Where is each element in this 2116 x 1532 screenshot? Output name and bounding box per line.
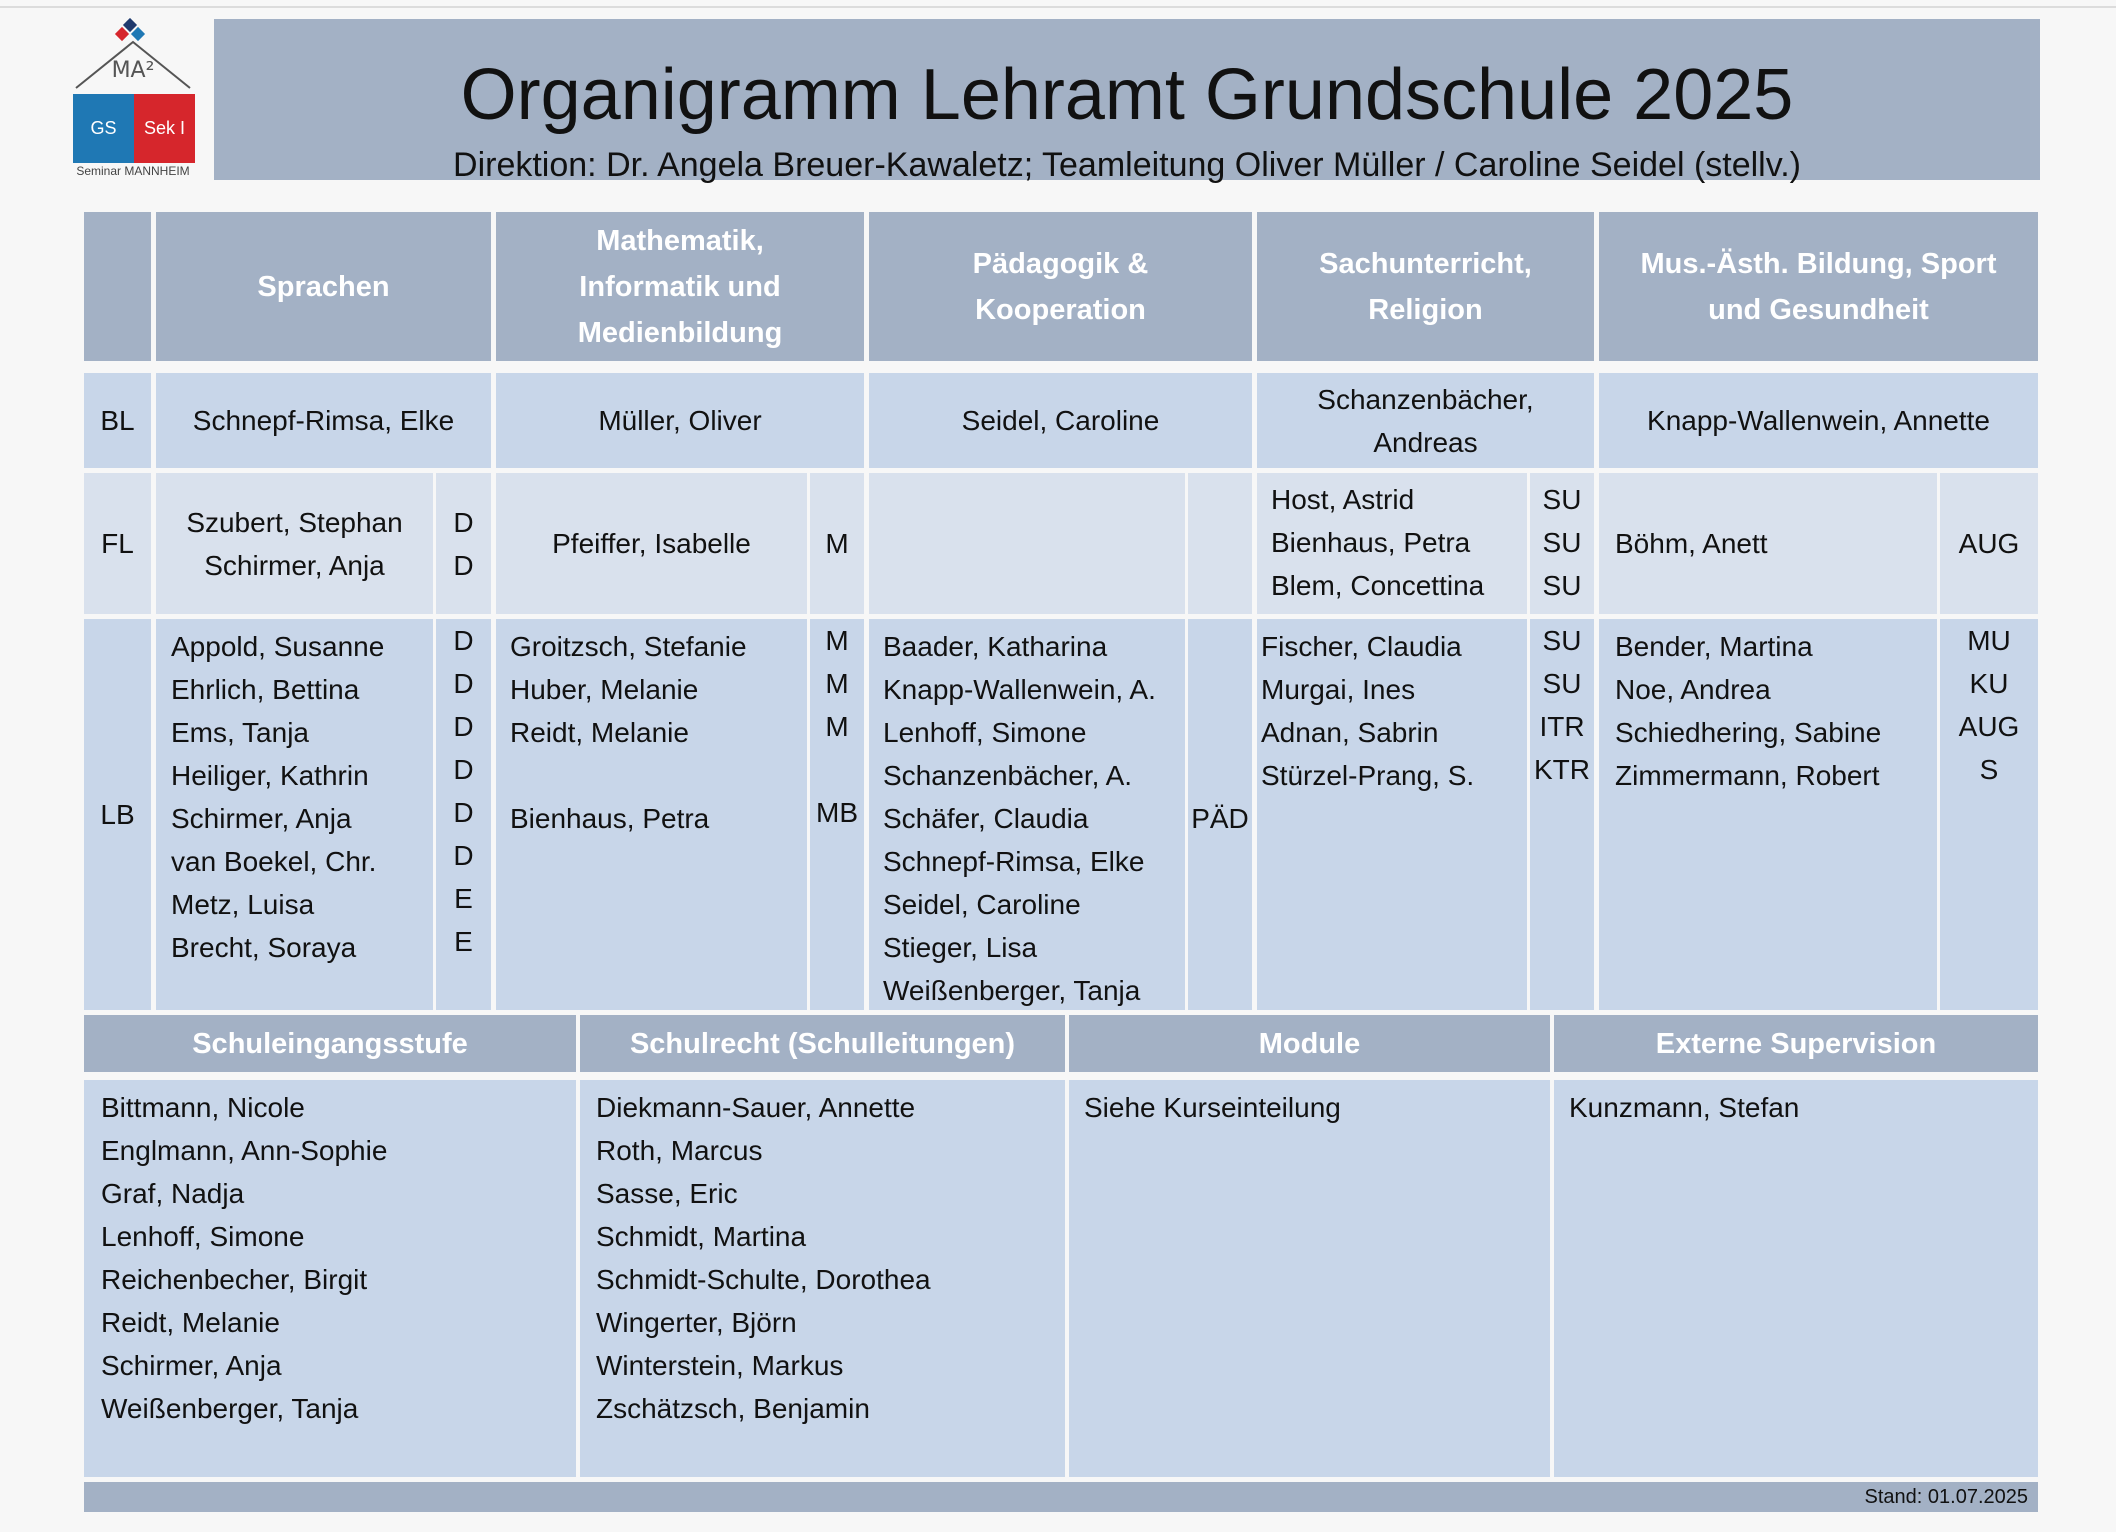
dept-header-sprachen bbox=[156, 212, 491, 361]
row-label-bl: BL bbox=[84, 373, 151, 468]
section-name: Reichenbecher, Birgit bbox=[101, 1264, 368, 1295]
section-name: Schmidt-Schulte, Dorothea bbox=[596, 1264, 931, 1295]
bl-cell-mathematik bbox=[496, 373, 864, 468]
dept-title-line: Informatik und bbox=[579, 270, 781, 303]
dept-title-line: Medienbildung bbox=[577, 316, 783, 349]
lb-subjects-mathematik bbox=[810, 619, 864, 1010]
fl-name: Pfeiffer, Isabelle bbox=[552, 528, 751, 559]
lb-name: Schanzenbächer, A. bbox=[883, 760, 1133, 791]
fl-subjects-sprachen bbox=[436, 473, 491, 614]
lb-subject: SU bbox=[1542, 625, 1582, 656]
lb-name: Groitzsch, Stefanie bbox=[510, 631, 747, 662]
section-name: Winterstein, Markus bbox=[596, 1350, 844, 1381]
lb-name: Stürzel-Prang, S. bbox=[1261, 760, 1475, 791]
logo-sek-box: Sek I bbox=[134, 94, 195, 163]
bl-cell-sachunterricht bbox=[1257, 373, 1594, 468]
lb-subject: E bbox=[454, 883, 473, 914]
dept-title-line: Religion bbox=[1368, 293, 1483, 326]
lb-subject: AUG bbox=[1958, 711, 2020, 742]
bl-cell-paedagogik bbox=[869, 373, 1252, 468]
logo-seminar-text: Seminar MANNHEIM bbox=[76, 164, 190, 178]
fl-subject: SU bbox=[1542, 570, 1582, 601]
lb-name: Metz, Luisa bbox=[171, 889, 315, 920]
fl-subjects-musaesth bbox=[1940, 473, 2038, 614]
lb-name: Seidel, Caroline bbox=[883, 889, 1081, 920]
section-name: Kunzmann, Stefan bbox=[1569, 1092, 1800, 1123]
lb-name: Ehrlich, Bettina bbox=[171, 674, 360, 705]
bl-name: Seidel, Caroline bbox=[961, 405, 1160, 436]
logo-ma-text: MA² bbox=[111, 58, 155, 83]
section-body-externe-supervision bbox=[1554, 1080, 2038, 1477]
fl-names-paedagogik bbox=[869, 473, 1185, 614]
lb-subject: PÄD bbox=[1191, 803, 1249, 834]
dept-header-musaesth bbox=[1599, 212, 2038, 361]
logo-gs-box: GS bbox=[73, 94, 134, 163]
section-header-externe-supervision: Externe Supervision bbox=[1554, 1015, 2038, 1072]
fl-name: Szubert, Stephan bbox=[186, 506, 403, 538]
lb-subject: D bbox=[453, 668, 474, 699]
seminar-logo bbox=[70, 18, 196, 178]
footer-bar bbox=[84, 1482, 2038, 1512]
fl-subjects-paedagogik bbox=[1188, 473, 1252, 614]
section-body-module bbox=[1069, 1080, 1550, 1477]
lb-subjects-sprachen bbox=[436, 619, 491, 1010]
section-name: Sasse, Eric bbox=[596, 1178, 738, 1209]
dept-header-sachunterricht bbox=[1257, 212, 1594, 361]
section-name: Diekmann-Sauer, Annette bbox=[596, 1092, 916, 1123]
lb-names-paedagogik bbox=[869, 619, 1185, 1010]
section-name: Roth, Marcus bbox=[596, 1135, 763, 1166]
lb-subject: MB bbox=[816, 797, 858, 828]
dept-title-line: Kooperation bbox=[975, 293, 1146, 326]
lb-name: Fischer, Claudia bbox=[1261, 631, 1462, 662]
lb-subject: D bbox=[453, 797, 474, 828]
lb-names-sachunterricht bbox=[1257, 619, 1527, 1010]
bl-name: Schanzenbächer, bbox=[1317, 383, 1534, 415]
fl-names-sprachen bbox=[156, 473, 433, 614]
section-body-schulrecht bbox=[580, 1080, 1065, 1477]
lb-subject: D bbox=[453, 711, 474, 742]
lb-subject: KTR bbox=[1534, 754, 1590, 785]
lb-subject: D bbox=[453, 625, 474, 656]
lb-name: Weißenberger, Tanja bbox=[883, 975, 1141, 1006]
lb-subject: ITR bbox=[1539, 711, 1585, 742]
lb-subject: KU bbox=[1969, 668, 2009, 699]
lb-name: Stieger, Lisa bbox=[883, 932, 1038, 963]
lb-subject: E bbox=[454, 926, 473, 957]
dept-title-line: Sachunterricht, bbox=[1319, 247, 1532, 280]
lb-name: Ems, Tanja bbox=[171, 717, 309, 748]
fl-subject: SU bbox=[1542, 527, 1582, 558]
lb-name: Zimmermann, Robert bbox=[1615, 760, 1880, 791]
bl-name: Müller, Oliver bbox=[598, 405, 762, 436]
dept-title-line: und Gesundheit bbox=[1708, 293, 1929, 326]
lb-name: Schnepf-Rimsa, Elke bbox=[883, 846, 1145, 877]
title-banner bbox=[214, 19, 2040, 184]
section-name: Englmann, Ann-Sophie bbox=[101, 1135, 388, 1166]
bl-cell-sprachen bbox=[156, 373, 491, 468]
lb-name: Schirmer, Anja bbox=[171, 803, 352, 834]
lb-name: Baader, Katharina bbox=[883, 631, 1108, 662]
section-name: Wingerter, Björn bbox=[596, 1307, 797, 1338]
lb-subjects-sachunterricht bbox=[1530, 619, 1594, 1010]
dept-header-paedagogik bbox=[869, 212, 1252, 361]
bl-name: Andreas bbox=[1373, 426, 1478, 458]
page-title: Organigramm Lehramt Grundschule 2025 bbox=[460, 55, 1794, 135]
lb-name: Adnan, Sabrin bbox=[1261, 717, 1439, 748]
fl-name: Bienhaus, Petra bbox=[1271, 527, 1471, 558]
lb-name: Bienhaus, Petra bbox=[510, 803, 710, 834]
fl-subject: D bbox=[453, 549, 474, 581]
lb-name: Schiedhering, Sabine bbox=[1615, 717, 1882, 748]
dept-title-line: Pädagogik & bbox=[972, 247, 1149, 280]
fl-subject: SU bbox=[1542, 484, 1582, 515]
lb-name bbox=[510, 754, 807, 797]
page-subtitle: Direktion: Dr. Angela Breuer-Kawaletz; Teamleitung Oliver Müller / Caroline Seidel (stellv.) bbox=[453, 146, 1801, 184]
lb-names-musaesth bbox=[1599, 619, 1937, 1010]
dept-header-mathematik bbox=[496, 212, 864, 361]
lb-subject: M bbox=[825, 668, 849, 699]
section-header-schuleingangsstufe: Schuleingangsstufe bbox=[84, 1015, 576, 1072]
fl-subject: M bbox=[825, 528, 849, 559]
lb-names-mathematik bbox=[496, 619, 807, 1010]
lb-name: Knapp-Wallenwein, A. bbox=[883, 674, 1156, 705]
fl-subject: AUG bbox=[1958, 528, 2020, 559]
fl-name: Böhm, Anett bbox=[1615, 528, 1768, 559]
lb-name: Huber, Melanie bbox=[510, 674, 699, 705]
top-divider bbox=[0, 6, 2116, 8]
lb-name: Schäfer, Claudia bbox=[883, 803, 1089, 834]
row-label-fl: FL bbox=[84, 473, 151, 614]
section-name: Reidt, Melanie bbox=[101, 1307, 280, 1338]
stand-date: Stand: 01.07.2025 bbox=[1864, 1486, 2028, 1508]
section-name: Schirmer, Anja bbox=[101, 1350, 282, 1381]
fl-names-sachunterricht bbox=[1257, 473, 1527, 614]
bl-cell-musaesth bbox=[1599, 373, 2038, 468]
lb-name: Bender, Martina bbox=[1615, 631, 1813, 662]
fl-name: Host, Astrid bbox=[1271, 484, 1415, 515]
fl-subjects-sachunterricht bbox=[1530, 473, 1594, 614]
fl-names-mathematik bbox=[496, 473, 807, 614]
bl-name: Knapp-Wallenwein, Annette bbox=[1647, 405, 1990, 436]
lb-name: Reidt, Melanie bbox=[510, 717, 689, 748]
section-body-schuleingangsstufe bbox=[84, 1080, 576, 1477]
section-name: Schmidt, Martina bbox=[596, 1221, 807, 1252]
section-name: Zschätzsch, Benjamin bbox=[596, 1393, 870, 1424]
lb-subject: S bbox=[1979, 754, 1999, 785]
corner-header-cell bbox=[84, 212, 151, 361]
section-name: Siehe Kurseinteilung bbox=[1084, 1092, 1341, 1123]
lb-name: Brecht, Soraya bbox=[171, 932, 357, 963]
lb-name: Appold, Susanne bbox=[171, 631, 385, 662]
lb-name: van Boekel, Chr. bbox=[171, 846, 377, 877]
lb-name: Noe, Andrea bbox=[1615, 674, 1771, 705]
dept-title-line: Sprachen bbox=[257, 270, 390, 303]
section-name: Weißenberger, Tanja bbox=[101, 1393, 359, 1424]
lb-subjects-musaesth bbox=[1940, 619, 2038, 1010]
fl-names-musaesth bbox=[1599, 473, 1937, 614]
fl-subjects-mathematik bbox=[810, 473, 864, 614]
lb-subject: SU bbox=[1542, 668, 1582, 699]
fl-name: Blem, Concettina bbox=[1271, 570, 1485, 601]
lb-subject: M bbox=[825, 625, 849, 656]
section-name: Bittmann, Nicole bbox=[101, 1092, 305, 1123]
section-name: Lenhoff, Simone bbox=[101, 1221, 305, 1252]
section-header-module: Module bbox=[1069, 1015, 1550, 1072]
lb-subject: D bbox=[453, 840, 474, 871]
lb-names-sprachen bbox=[156, 619, 433, 1010]
lb-name: Heiliger, Kathrin bbox=[171, 760, 369, 791]
section-name: Graf, Nadja bbox=[101, 1178, 245, 1209]
dept-title-line: Mathematik, bbox=[596, 224, 764, 257]
lb-subject: MU bbox=[1967, 625, 2011, 656]
fl-subject: D bbox=[453, 506, 474, 538]
fl-name: Schirmer, Anja bbox=[204, 549, 385, 581]
lb-subject: D bbox=[453, 754, 474, 785]
lb-subject bbox=[810, 748, 864, 791]
lb-subject: M bbox=[825, 711, 849, 742]
lb-name: Lenhoff, Simone bbox=[883, 717, 1087, 748]
section-header-schulrecht: Schulrecht (Schulleitungen) bbox=[580, 1015, 1065, 1072]
dept-title-line: Mus.-Ästh. Bildung, Sport bbox=[1640, 247, 1997, 280]
lb-subjects-paedagogik bbox=[1188, 619, 1252, 1010]
lb-name: Murgai, Ines bbox=[1261, 674, 1416, 705]
row-label-lb: LB bbox=[84, 619, 151, 1010]
bl-name: Schnepf-Rimsa, Elke bbox=[192, 405, 455, 436]
